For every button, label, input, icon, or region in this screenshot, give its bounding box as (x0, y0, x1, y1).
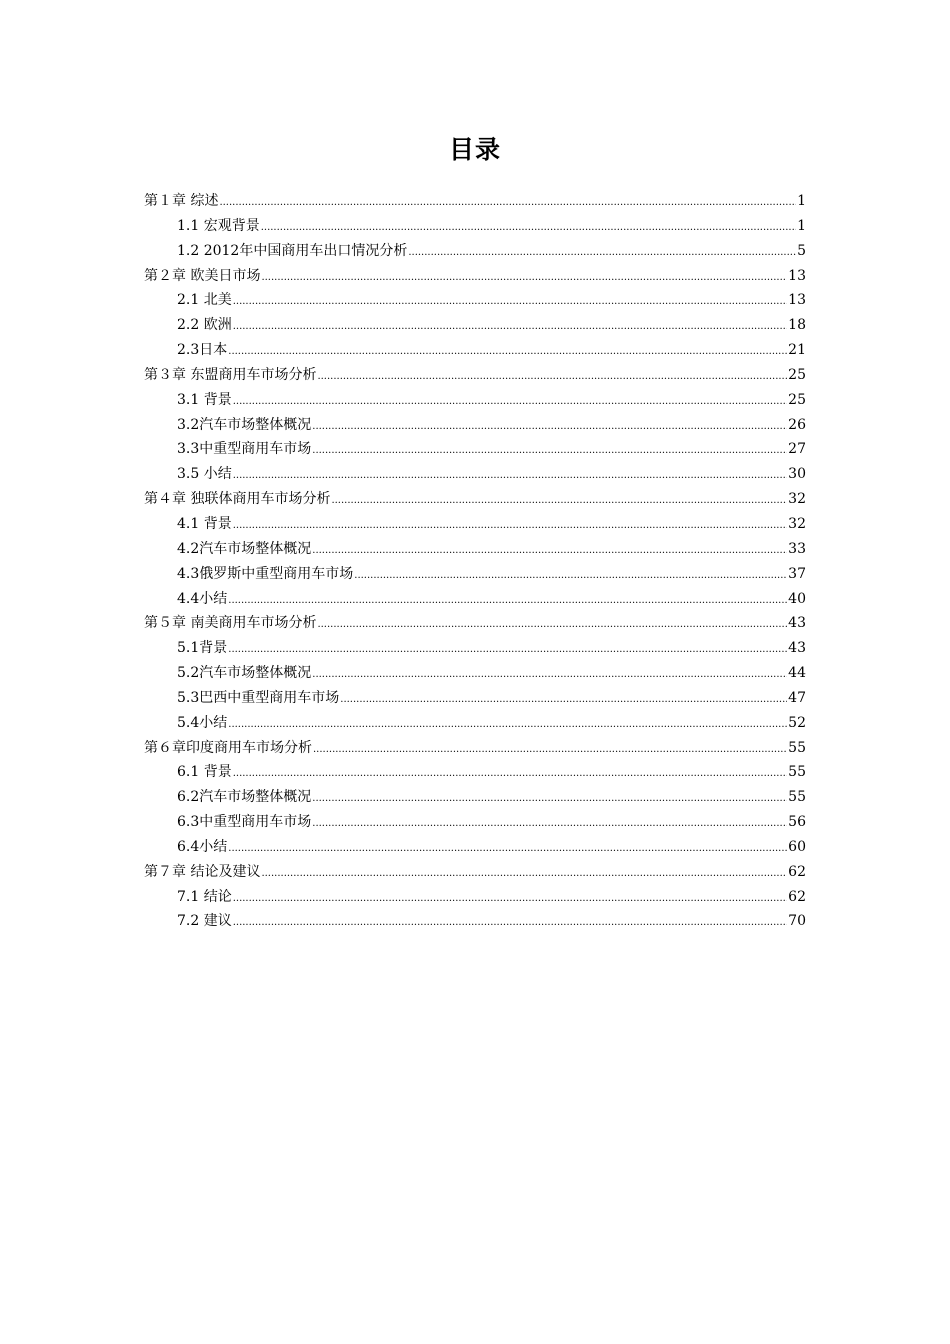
toc-entry-label: 6.1 背景 (177, 764, 232, 781)
toc-entry-label: 3.2汽车市场整体概况 (177, 416, 312, 433)
toc-entry-page-number: 13 (788, 292, 806, 309)
toc-entry-page-number: 25 (788, 366, 806, 383)
toc-entry-page-number: 27 (788, 441, 806, 458)
toc-entry-label: 7.2 建议 (177, 913, 232, 930)
toc-entry-page-number: 13 (788, 267, 806, 284)
toc-entry-page-number: 37 (788, 565, 806, 582)
toc-dot-leader (312, 663, 787, 688)
toc-dot-leader (219, 191, 796, 216)
toc-section-entry[interactable] (144, 636, 806, 661)
toc-entry-label: 2.3日本 (177, 342, 228, 359)
toc-dot-leader (233, 290, 787, 315)
toc-entry-label: 2.1 北美 (177, 292, 232, 309)
toc-entry-page-number: 56 (788, 814, 806, 831)
toc-section-entry[interactable] (144, 214, 806, 239)
toc-chapter-entry[interactable] (144, 611, 806, 636)
toc-entry-label: 4.2汽车市场整体概况 (177, 540, 312, 557)
toc-dot-leader (228, 837, 787, 862)
toc-chapter-entry[interactable] (144, 736, 806, 761)
toc-entry-page-number: 55 (788, 739, 806, 756)
toc-entry-label: 4.4小结 (177, 590, 228, 607)
toc-section-entry[interactable] (144, 338, 806, 363)
toc-section-entry[interactable] (144, 835, 806, 860)
toc-dot-leader (233, 315, 787, 340)
toc-dot-leader (317, 613, 787, 638)
toc-dot-leader (312, 539, 787, 564)
toc-entry-page-number: 32 (788, 491, 806, 508)
toc-dot-leader (228, 340, 787, 365)
toc-section-entry[interactable] (144, 810, 806, 835)
toc-entry-label: 7.1 结论 (177, 888, 232, 905)
toc-entry-label: 3.5 小结 (177, 466, 232, 483)
toc-entry-page-number: 5 (797, 242, 806, 259)
toc-entry-label: 3.1 背景 (177, 391, 232, 408)
toc-entry-page-number: 18 (788, 317, 806, 334)
toc-dot-leader (317, 365, 787, 390)
toc-dot-leader (228, 638, 787, 663)
toc-section-entry[interactable] (144, 437, 806, 462)
toc-entry-page-number: 47 (788, 689, 806, 706)
toc-entry-label: 5.2汽车市场整体概况 (177, 665, 312, 682)
toc-dot-leader (233, 911, 787, 936)
toc-entry-page-number: 62 (788, 888, 806, 905)
toc-section-entry[interactable] (144, 909, 806, 934)
toc-entry-label: 第７章 结论及建议 (144, 863, 261, 880)
toc-entry-page-number: 40 (788, 590, 806, 607)
toc-entry-page-number: 60 (788, 838, 806, 855)
toc-section-entry[interactable] (144, 785, 806, 810)
toc-entry-page-number: 70 (788, 913, 806, 930)
toc-entry-label: 2.2 欧洲 (177, 317, 232, 334)
toc-dot-leader (261, 862, 787, 887)
toc-section-entry[interactable] (144, 885, 806, 910)
table-of-contents (144, 189, 806, 934)
page-title: 目录 (448, 135, 501, 164)
toc-entry-label: 6.2汽车市场整体概况 (177, 789, 312, 806)
toc-dot-leader (228, 589, 787, 614)
toc-section-entry[interactable] (144, 537, 806, 562)
toc-entry-label: 5.4小结 (177, 714, 228, 731)
toc-entry-page-number: 55 (788, 789, 806, 806)
toc-dot-leader (261, 216, 796, 241)
toc-chapter-entry[interactable] (144, 363, 806, 388)
toc-entry-label: 第６章印度商用车市场分析 (144, 739, 312, 756)
toc-chapter-entry[interactable] (144, 487, 806, 512)
toc-entry-page-number: 55 (788, 764, 806, 781)
toc-dot-leader (312, 812, 787, 837)
toc-section-entry[interactable] (144, 711, 806, 736)
toc-entry-page-number: 25 (788, 391, 806, 408)
toc-entry-page-number: 1 (797, 217, 806, 234)
toc-section-entry[interactable] (144, 562, 806, 587)
toc-dot-leader (233, 762, 787, 787)
toc-entry-label: 第２章 欧美日市场 (144, 267, 261, 284)
toc-section-entry[interactable] (144, 760, 806, 785)
toc-section-entry[interactable] (144, 239, 806, 264)
toc-section-entry[interactable] (144, 686, 806, 711)
toc-chapter-entry[interactable] (144, 189, 806, 214)
toc-section-entry[interactable] (144, 388, 806, 413)
toc-dot-leader (233, 390, 787, 415)
toc-entry-page-number: 30 (788, 466, 806, 483)
toc-entry-label: 第１章 综述 (144, 193, 219, 209)
toc-entry-label: 第４章 独联体商用车市场分析 (144, 491, 331, 508)
toc-entry-page-number: 32 (788, 515, 806, 532)
toc-entry-page-number: 43 (788, 640, 806, 657)
toc-dot-leader (354, 564, 787, 589)
toc-dot-leader (233, 464, 787, 489)
toc-dot-leader (312, 787, 787, 812)
toc-dot-leader (228, 713, 787, 738)
toc-entry-label: 第３章 东盟商用车市场分析 (144, 366, 317, 383)
toc-entry-page-number: 33 (788, 540, 806, 557)
toc-entry-label: 4.3俄罗斯中重型商用车市场 (177, 565, 354, 582)
toc-dot-leader (261, 266, 787, 291)
toc-dot-leader (233, 514, 787, 539)
toc-entry-label: 5.1背景 (177, 640, 228, 657)
toc-entry-label: 4.1 背景 (177, 515, 232, 532)
toc-entry-page-number: 1 (797, 193, 806, 209)
toc-entry-label: 6.4小结 (177, 838, 228, 855)
toc-section-entry[interactable] (144, 512, 806, 537)
toc-chapter-entry[interactable] (144, 264, 806, 289)
toc-entry-page-number: 62 (788, 863, 806, 880)
toc-section-entry[interactable] (144, 462, 806, 487)
toc-entry-page-number: 44 (788, 665, 806, 682)
toc-entry-label: 5.3巴西中重型商用车市场 (177, 689, 340, 706)
toc-section-entry[interactable] (144, 313, 806, 338)
toc-dot-leader (312, 415, 787, 440)
toc-section-entry[interactable] (144, 413, 806, 438)
toc-entry-page-number: 52 (788, 714, 806, 731)
toc-dot-leader (312, 439, 787, 464)
toc-section-entry[interactable] (144, 587, 806, 612)
toc-entry-label: 第５章 南美商用车市场分析 (144, 615, 317, 632)
toc-section-entry[interactable] (144, 288, 806, 313)
toc-dot-leader (313, 738, 787, 763)
toc-entry-page-number: 43 (788, 615, 806, 632)
toc-chapter-entry[interactable] (144, 860, 806, 885)
toc-entry-page-number: 21 (788, 342, 806, 359)
toc-dot-leader (331, 489, 787, 514)
toc-dot-leader (233, 887, 787, 912)
toc-entry-label: 6.3中重型商用车市场 (177, 814, 312, 831)
toc-entry-label: 3.3中重型商用车市场 (177, 441, 312, 458)
toc-section-entry[interactable] (144, 661, 806, 686)
toc-entry-page-number: 26 (788, 416, 806, 433)
toc-dot-leader (340, 688, 787, 713)
toc-entry-label: 1.1 宏观背景 (177, 217, 260, 234)
toc-entry-label: 1.2 2012年中国商用车出口情况分析 (177, 242, 408, 259)
toc-dot-leader (408, 241, 796, 266)
